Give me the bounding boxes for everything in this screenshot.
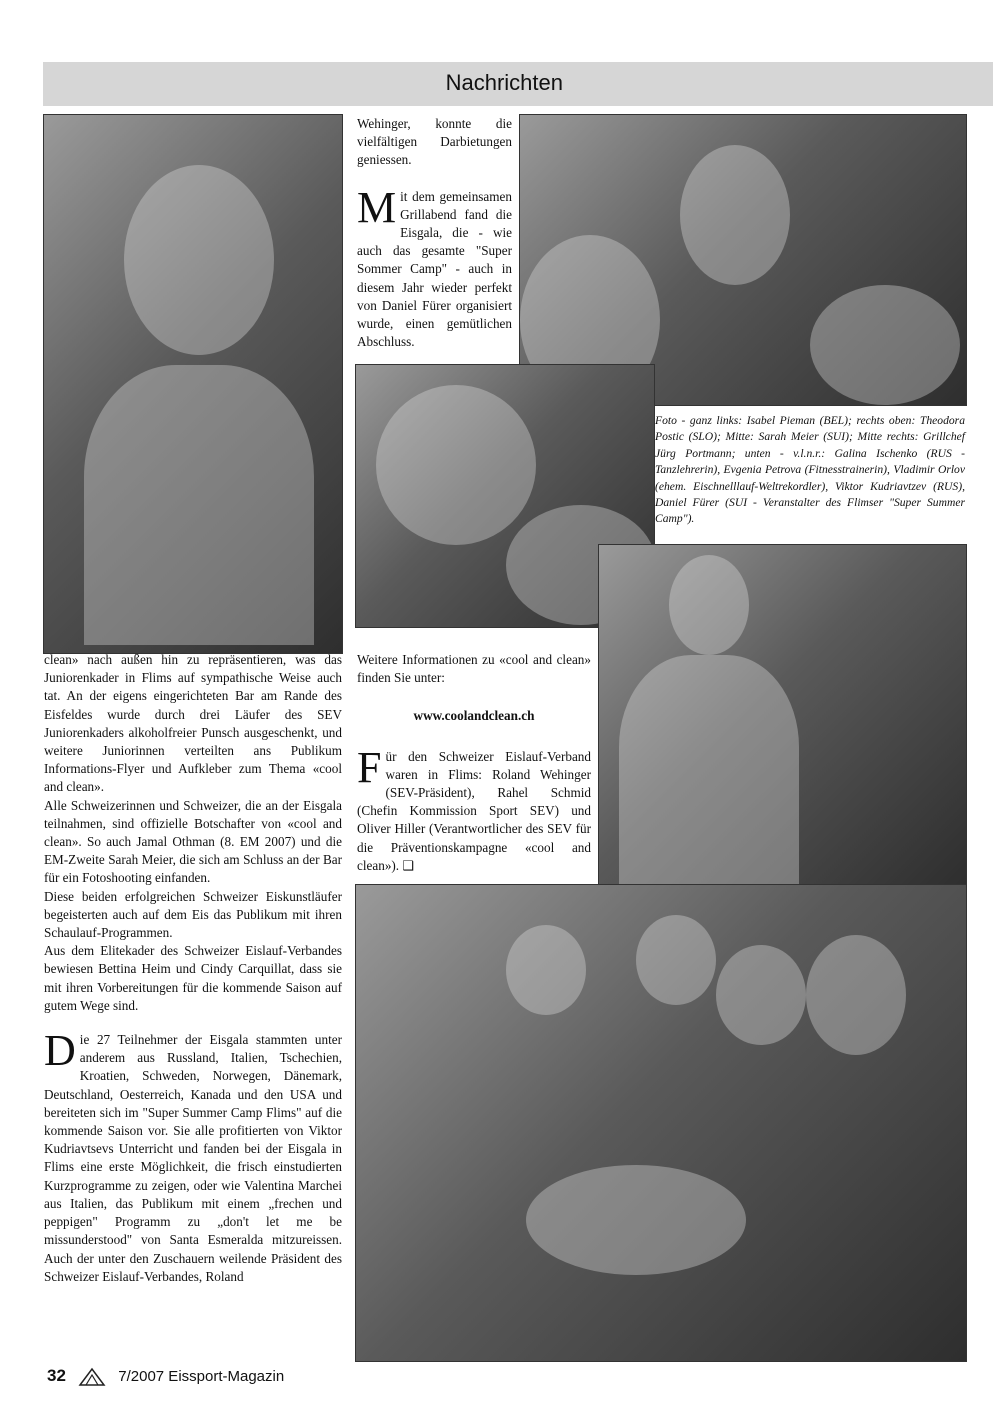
- photo-grill-chef: [598, 544, 967, 886]
- section-title: Nachrichten: [445, 70, 563, 95]
- photo-caption: Foto - ganz links: Isabel Pieman (BEL); rechts oben: Theodora Postic (SLO); Mitte: Sarah Meier (SUI); Mitte rechts: Grillchef Jürg Portmann; unten - v.l.n.r.: Galina Ischenko (RUS - Tanzlehrerin), Evgenia Petrova (Fitnesstrainerin), Vladimir Orlov (ehem. Eischnelllauf-Weltrekordler), Viktor Kudriavtzev (RUS), Daniel Fürer (SUI - Veranstalter des Flimser "Super Summer Camp").: [655, 414, 965, 526]
- paragraph: Alle Schweizerinnen und Schweizer, die an der Eisgala teilnahmen, sind offizielle Botschafter von «cool and clean». So auch Jamal Othman (8. EM 2007) und die EM-Zweite Sarah Meier, die sich am Schluss an der Bar für ein Fotoshooting einfanden.: [44, 797, 342, 886]
- paragraph-text: ür den Schweizer Eislauf-Verband waren in Flims: Roland Wehinger (SEV-Präsident), Rahel Schmid (Chefin Kommission Sport SEV) und Oliver Hiller (Verantwortlicher des SEV für die Präventionskampagne «cool and clean»). ❑: [357, 748, 591, 873]
- paragraph: clean» nach außen hin zu repräsentieren, was das Juniorenkader in Flims auf sympathische Weise auch tat. An der eigens eingerichteten Bar am Rande des Eisfeldes wurde durch drei Läufer des SEV Juniorenkaders alkoholfreier Punsch ausgeschenkt, und weitere Juniorinnen verteilten ans Publikum Informations-Flyer und Aufkleber zum Thema «cool and clean».: [44, 652, 342, 795]
- magazine-logo-icon: [78, 1367, 106, 1387]
- drop-cap: F: [357, 742, 382, 792]
- paragraph: [357, 742, 591, 875]
- paragraph-text: ie 27 Teilnehmer der Eisgala stammten unter anderem aus Russland, Italien, Tschechien, Kroatien, Schweden, Norwegen, Dänemark, Deutschland, Oesterreich, Kanada und den USA und bereiteten sich im "Super Summer Camp Flims" auf die kommende Saison vor. Sie alle profitierten von Viktor Kudriavtsevs Unterricht und fanden bei der Eisgala in Flims eine erste Möglichkeit, die frisch einstudierten Kurzprogramme zu zeigen, oder wie Valentina Marchei aus Italien, das Publikum mit einem „frechen und peppigen" Programm zu „don't let me be missunderstood" von Santa Esmeralda mitzureissen. Auch der unter den Zuschauern weilende Präsident des Schweizer Eislauf-Verbandes, Roland: [44, 1032, 342, 1284]
- paragraph: Diese beiden erfolgreichen Schweizer Eiskunstläufer begeisterten auch auf dem Eis das Publikum mit ihren Schaulauf-Programmen.: [44, 888, 342, 941]
- paragraph: [44, 1026, 342, 1286]
- article-col-middle-bottom: [357, 651, 591, 875]
- paragraph: Aus dem Elitekader des Schweizer Eislauf-Verbandes bewiesen Bettina Heim und Cindy Carquillat, dass sie mit ihren Vorbereitungen für die kommende Saison auf gutem Wege sind.: [44, 943, 342, 1013]
- article-col-left: [44, 651, 342, 1286]
- website-link[interactable]: www.coolandclean.ch: [413, 708, 535, 724]
- drop-cap: M: [357, 182, 397, 232]
- page-footer: [47, 1366, 284, 1387]
- issue-label: 7/2007 Eissport-Magazin: [118, 1368, 285, 1385]
- paragraph: [357, 182, 512, 352]
- drop-cap: D: [44, 1026, 76, 1076]
- page-number: 32: [47, 1366, 66, 1385]
- section-header: [43, 62, 993, 106]
- article-col-middle-top: [357, 115, 512, 351]
- paragraph: Weitere Informationen zu «cool and clean» finden Sie unter:: [357, 652, 591, 686]
- paragraph: Wehinger, konnte die vielfältigen Darbietungen geniessen.: [357, 116, 512, 168]
- photo-group-dinner: [355, 884, 967, 1362]
- photo-skater-left: [43, 114, 343, 654]
- paragraph-text: it dem gemeinsamen Grillabend fand die Eisgala, die - wie auch das gesamte "Super Sommer Camp" - auch in diesem Jahr wieder perfekt von Daniel Fürer organisiert wurde, einen gemütlichen Abschluss.: [357, 188, 512, 350]
- photo-skater-top-right: [519, 114, 967, 406]
